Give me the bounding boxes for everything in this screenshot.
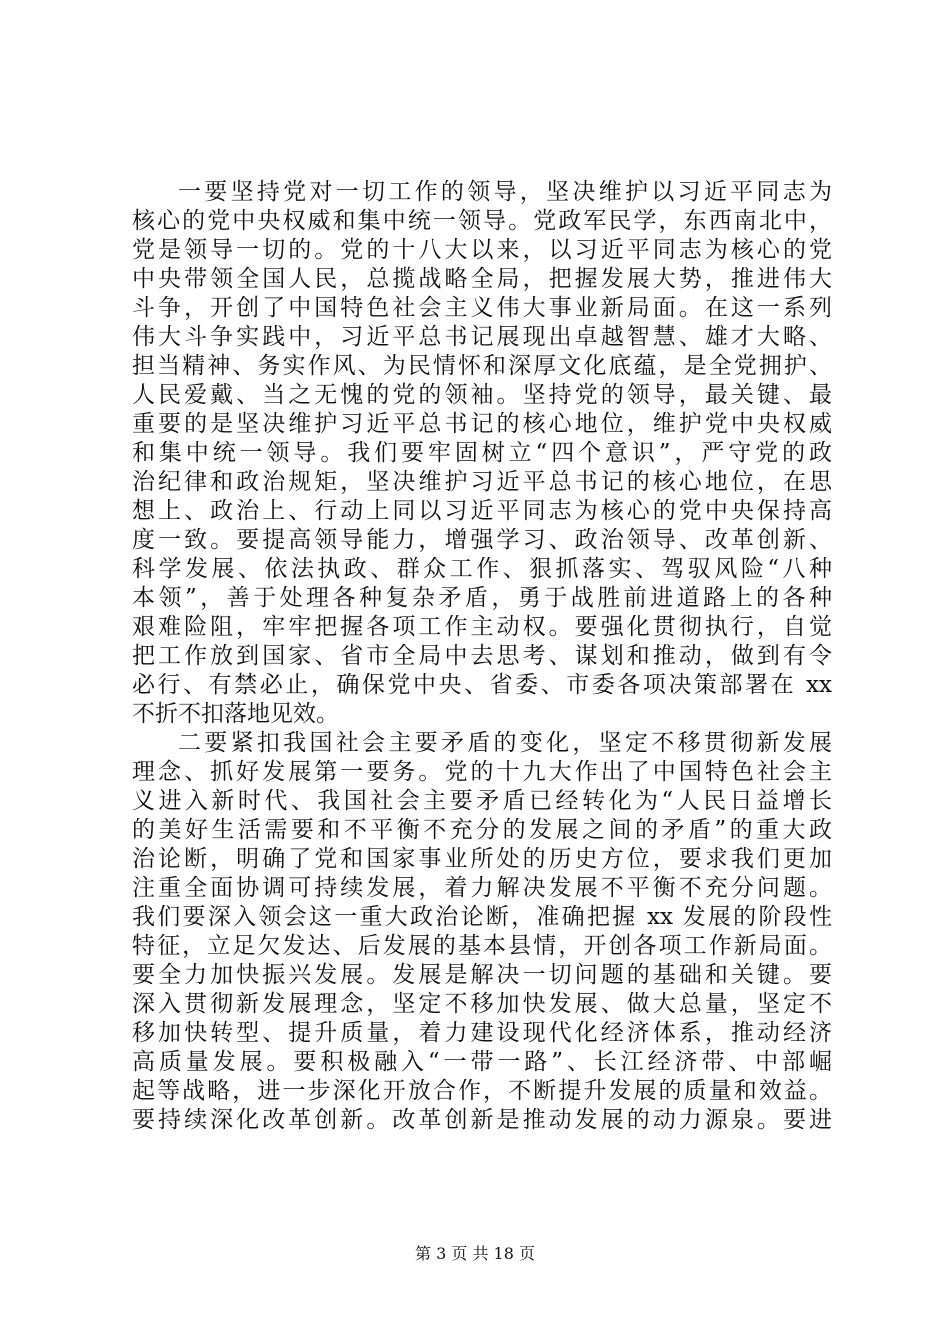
page-footer — [0, 1244, 950, 1264]
text-line: 重要的是坚决维护习近平总书记的核心地位，维护党中央权威 — [132, 411, 832, 437]
text-line: 科学发展、依法执政、群众工作、狠抓落实、驾驭风险“八种 — [132, 556, 832, 582]
text-line: 人民爱戴、当之无愧的党的领袖。坚持党的领导，最关键、最 — [132, 382, 832, 408]
text-line: 和集中统一领导。我们要牢固树立“四个意识”，严守党的政 — [132, 440, 832, 466]
text-line: 深入贯彻新发展理念，坚定不移加快发展、做大总量，坚定不 — [132, 991, 832, 1017]
text-line: 艰难险阻，牢牢把握各项工作主动权。要强化贯彻执行，自觉 — [132, 614, 832, 640]
paragraph-2 — [132, 729, 832, 1135]
text-line: 必行、有禁必止，确保党中央、省委、市委各项决策部署在 xx — [132, 672, 832, 698]
text-line: 治论断，明确了党和国家事业所处的历史方位，要求我们更加 — [132, 846, 832, 872]
text-line: 我们要深入领会这一重大政治论断，准确把握 xx 发展的阶段性 — [132, 904, 832, 930]
text-line: 的美好生活需要和不平衡不充分的发展之间的矛盾”的重大政 — [132, 817, 832, 843]
text-line: 中央带领全国人民，总揽战略全局，把握发展大势，推进伟大 — [132, 266, 832, 292]
text-line: 不折不扣落地见效。 — [132, 701, 339, 727]
text-line: 一要坚持党对一切工作的领导，坚决维护以习近平同志为 — [178, 179, 832, 205]
text-line: 本领”，善于处理各种复杂矛盾，勇于战胜前进道路上的各种 — [132, 585, 832, 611]
text-line: 移加快转型、提升质量，着力建设现代化经济体系，推动经济 — [132, 1020, 832, 1046]
text-line: 要持续深化改革创新。改革创新是推动发展的动力源泉。要进 — [132, 1107, 832, 1133]
text-line: 斗争，开创了中国特色社会主义伟大事业新局面。在这一系列 — [132, 295, 832, 321]
text-line: 担当精神、务实作风、为民情怀和深厚文化底蕴，是全党拥护、 — [132, 353, 832, 379]
text-line: 度一致。要提高领导能力，增强学习、政治领导、改革创新、 — [132, 527, 832, 553]
text-line: 要全力加快振兴发展。发展是解决一切问题的基础和关键。要 — [132, 962, 832, 988]
body-text — [132, 178, 832, 1135]
page-number-label: 第 3 页 共 18 页 — [415, 1244, 535, 1263]
text-line: 注重全面协调可持续发展，着力解决发展不平衡不充分问题。 — [132, 875, 832, 901]
text-line: 想上、政治上、行动上同以习近平同志为核心的党中央保持高 — [132, 498, 832, 524]
text-line: 伟大斗争实践中，习近平总书记展现出卓越智慧、雄才大略、 — [132, 324, 832, 350]
text-line: 起等战略，进一步深化开放合作，不断提升发展的质量和效益。 — [132, 1078, 832, 1104]
text-line: 高质量发展。要积极融入“一带一路”、长江经济带、中部崛 — [132, 1049, 832, 1075]
paragraph-1 — [132, 178, 832, 729]
text-line: 核心的党中央权威和集中统一领导。党政军民学，东西南北中， — [132, 208, 832, 234]
text-line: 理念、抓好发展第一要务。党的十九大作出了中国特色社会主 — [132, 759, 832, 785]
text-line: 治纪律和政治规矩，坚决维护习近平总书记的核心地位，在思 — [132, 469, 832, 495]
text-line: 义进入新时代、我国社会主要矛盾已经转化为“人民日益增长 — [132, 788, 832, 814]
text-line: 党是领导一切的。党的十八大以来，以习近平同志为核心的党 — [132, 237, 832, 263]
text-line: 二要紧扣我国社会主要矛盾的变化，坚定不移贯彻新发展 — [178, 730, 832, 756]
text-line: 把工作放到国家、省市全局中去思考、谋划和推动，做到有令 — [132, 643, 832, 669]
text-line: 特征，立足欠发达、后发展的基本县情，开创各项工作新局面。 — [132, 933, 832, 959]
